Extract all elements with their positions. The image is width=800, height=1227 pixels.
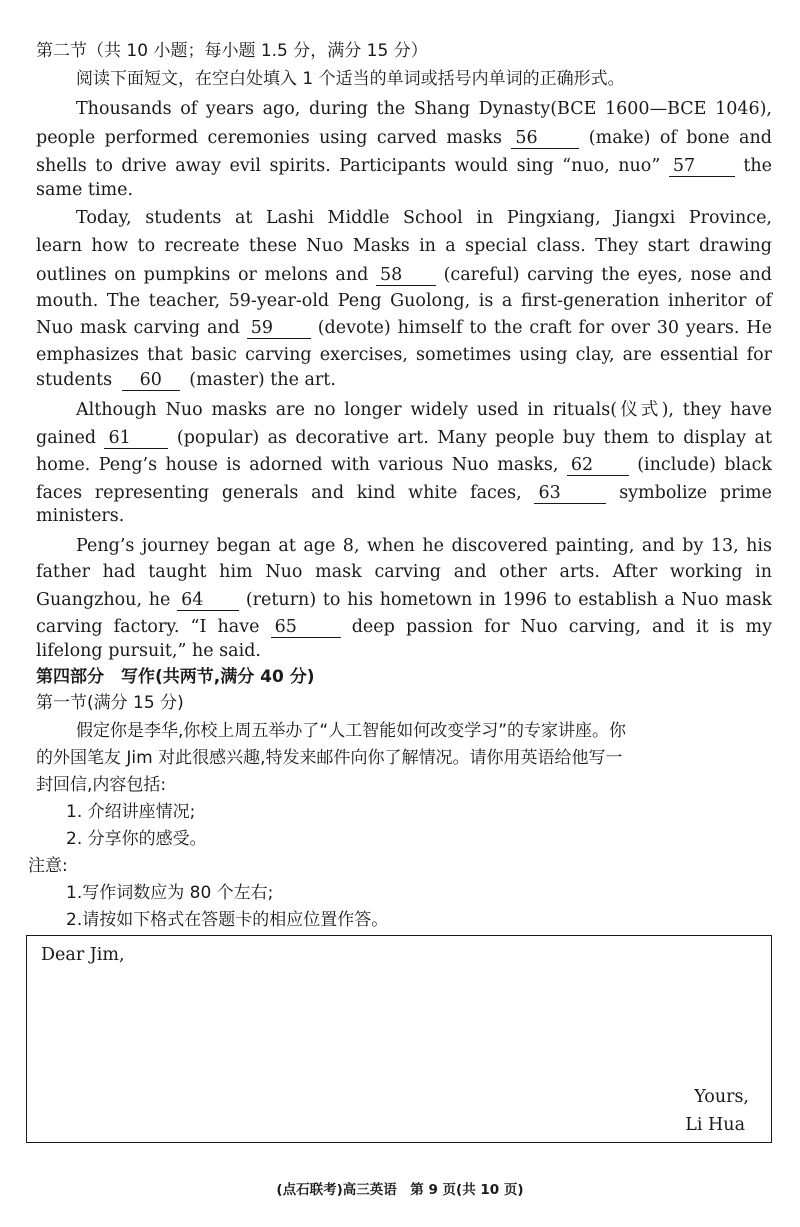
blank-61: 61: [104, 428, 168, 449]
writing-prompt-line: 假定你是李华,你校上周五举办了“人工智能如何改变学习”的专家讲座。你: [76, 721, 627, 741]
passage-line: [36, 587, 772, 613]
blank-56: 56: [511, 128, 579, 149]
passage-line: [36, 614, 772, 640]
passage-text: deep passion for Nuo carving, and it is my: [351, 617, 772, 637]
part4-heading: 第四部分 写作(共两节,满分 40 分): [36, 667, 315, 687]
passage-line: [36, 262, 772, 288]
passage-line: [36, 315, 772, 341]
note-item: 1.写作词数应为 80 个左右;: [66, 883, 274, 903]
passage-text: (master) the art.: [189, 370, 336, 390]
note-item: 2.请按如下格式在答题卡的相应位置作答。: [66, 910, 389, 930]
passage-line: mouth. The teacher, 59-year-old Peng Guolong, is a first-generation inheritor of: [36, 291, 772, 311]
passage-line: Today, students at Lashi Middle School in Pingxiang, Jiangxi Province,: [76, 208, 772, 228]
passage-line: emphasizes that basic carving exercises, sometimes using clay, are essential for: [36, 345, 772, 365]
blank-65: 65: [271, 617, 341, 638]
passage-line: [36, 367, 772, 393]
passage-line: Thousands of years ago, during the Shang Dynasty(BCE 1600—BCE 1046),: [76, 99, 772, 119]
passage-text: (careful) carving the eyes, nose and: [443, 265, 772, 285]
passage-line: lifelong pursuit,” he said.: [36, 641, 261, 661]
blank-62: 62: [567, 455, 629, 476]
passage-text: (popular) as decorative art. Many people buy them to display at: [176, 428, 772, 448]
letter-greeting: Dear Jim,: [41, 945, 125, 965]
passage-text: shells to drive away evil spirits. Participants would sing “nuo, nuo”: [36, 156, 661, 176]
writing-prompt-line: 封回信,内容包括:: [36, 775, 167, 795]
passage-text: carving factory. “I have: [36, 617, 260, 637]
passage-line: learn how to recreate these Nuo Masks in a special class. They start drawing: [36, 236, 772, 256]
passage-text: home. Peng’s house is adorned with various Nuo masks,: [36, 455, 559, 475]
letter-closing: Yours,: [694, 1087, 749, 1107]
passage-text: gained: [36, 428, 97, 448]
passage-line: Peng’s journey began at age 8, when he discovered painting, and by 13, his: [76, 536, 772, 556]
passage-text: Nuo mask carving and: [36, 318, 240, 338]
page-footer: (点石联考)高三英语 第 9 页(共 10 页): [276, 1182, 524, 1198]
passage-line: ministers.: [36, 506, 125, 526]
passage-line: father had taught him Nuo mask carving and other arts. After working in: [36, 562, 772, 582]
section-heading: 第二节（共 10 小题；每小题 1.5 分，满分 15 分）: [36, 41, 428, 61]
passage-text: faces representing generals and kind white faces,: [36, 483, 522, 503]
passage-line: same time.: [36, 180, 134, 200]
passage-text: students: [36, 370, 113, 390]
blank-57: 57: [669, 156, 735, 177]
passage-line: [36, 125, 772, 151]
passage-line: [36, 153, 772, 179]
passage-text: (make) of bone and: [588, 128, 772, 148]
passage-text: the: [743, 156, 772, 176]
blank-58: 58: [376, 265, 436, 286]
blank-63: 63: [534, 483, 606, 504]
blank-64: 64: [177, 590, 239, 611]
answer-letter-box: [26, 935, 772, 1143]
note-label: 注意:: [28, 856, 68, 876]
passage-line: Although Nuo masks are no longer widely used in rituals(仪式), they have: [76, 400, 772, 420]
blank-59: 59: [247, 318, 311, 339]
passage-text: outlines on pumpkins or melons and: [36, 265, 369, 285]
writing-point: 2. 分享你的感受。: [66, 829, 207, 849]
blank-60: 60: [122, 370, 180, 391]
passage-line: [36, 452, 772, 478]
passage-text: Guangzhou, he: [36, 590, 171, 610]
passage-line: [36, 425, 772, 451]
section1-heading: 第一节(满分 15 分): [36, 693, 184, 713]
passage-text: (devote) himself to the craft for over 30 years. He: [317, 318, 772, 338]
letter-signature: Li Hua: [685, 1115, 745, 1135]
section-instruction: 阅读下面短文，在空白处填入 1 个适当的单词或括号内单词的正确形式。: [76, 69, 625, 89]
writing-point: 1. 介绍讲座情况;: [66, 802, 196, 822]
passage-text: (return) to his hometown in 1996 to establish a Nuo mask: [245, 590, 772, 610]
passage-text: (include) black: [637, 455, 772, 475]
passage-text: symbolize prime: [619, 483, 772, 503]
passage-text: people performed ceremonies using carved masks: [36, 128, 502, 148]
writing-prompt-line: 的外国笔友 Jim 对此很感兴趣,特发来邮件向你了解情况。请你用英语给他写一: [36, 748, 623, 768]
